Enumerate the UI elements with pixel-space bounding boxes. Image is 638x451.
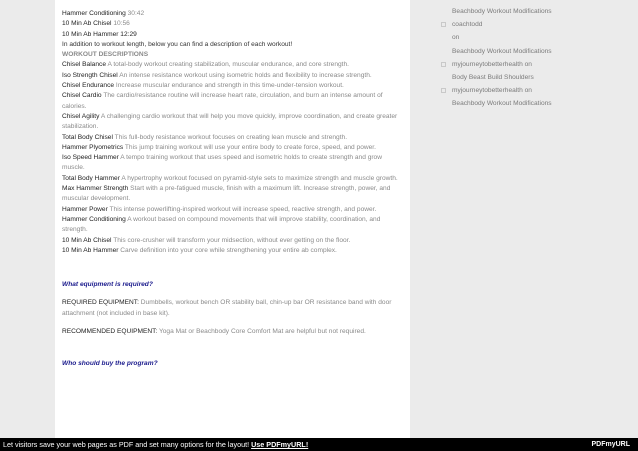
workout-item: Total Body Hammer A hypertrophy workout focused on pyramid-style sets to maximize strength and muscle growth. bbox=[62, 174, 398, 182]
schedule-item: 10 Min Ab Hammer 12:29 bbox=[62, 30, 137, 38]
buyer-heading: Who should buy the program? bbox=[62, 360, 158, 368]
schedule-item: Hammer Conditioning 30:42 bbox=[62, 10, 145, 17]
workout-item: Hammer Conditioning A workout based on compound movements that will improve stability, coordination, and strength. bbox=[62, 215, 381, 234]
pdf-footer-bar bbox=[0, 438, 638, 451]
schedule-list bbox=[62, 9, 402, 40]
workout-list bbox=[62, 60, 402, 256]
equipment-heading: What equipment is required? bbox=[62, 281, 153, 289]
comment-author-icon bbox=[441, 62, 446, 67]
workout-item: 10 Min Ab Hammer Carve definition into your core while strengthening your entire ab complex. bbox=[62, 246, 337, 254]
workout-item: Chisel Agility A challenging cardio workout that will help you move quickly, improve coordination, and create greater stabilization. bbox=[62, 112, 398, 131]
workout-item: Total Body Chisel This full-body resistance workout focuses on creating lean muscle and strength. bbox=[62, 133, 348, 141]
sidebar-comment-author[interactable]: myjourneytobetterhealth on bbox=[441, 58, 631, 71]
footer-cta-link[interactable]: Use PDFmyURL! bbox=[251, 440, 309, 449]
sidebar-link[interactable]: Body Beast Build Shoulders bbox=[452, 74, 534, 82]
comment-author-icon bbox=[441, 22, 446, 27]
workout-item: Chisel Endurance Increase muscular endurance and strength in this time-under-tension workout. bbox=[62, 82, 344, 90]
intro-text: In addition to workout length, below you can find a description of each workout! bbox=[62, 40, 293, 48]
workout-item: Max Hammer Strength Start with a pre-fatigued muscle, finish with a maximum lift. Increase strength, power, and muscular development. bbox=[62, 185, 391, 203]
workout-item: Hammer Plyometrics This jump training workout will use your entire body to create force, speed, and power. bbox=[62, 143, 376, 151]
workout-item: Hammer Power This intense powerlifting-inspired workout will increase speed, reactive strength, and power. bbox=[62, 205, 377, 213]
required-equipment: REQUIRED EQUIPMENT: Dumbbells, workout bench OR stability ball, chin-up bar OR resistance band with door attachment (not included in base kit). bbox=[62, 299, 392, 317]
descriptions-header: WORKOUT DESCRIPTIONS bbox=[62, 51, 149, 59]
sidebar-text: on bbox=[452, 34, 460, 42]
sidebar-comment-author[interactable]: coachtodd bbox=[441, 18, 631, 31]
sidebar-link[interactable]: Beachbody Workout Modifications bbox=[452, 100, 552, 108]
sidebar-comment-author[interactable]: myjourneytobetterhealth on bbox=[441, 84, 631, 97]
workout-item: Chisel Balance A total-body workout creating stabilization, muscular endurance, and core strength. bbox=[62, 61, 349, 69]
schedule-item: 10 Min Ab Chisel 10:56 bbox=[62, 20, 130, 28]
pdfmyurl-logo[interactable]: PDFmyURL bbox=[591, 441, 630, 448]
sidebar-link[interactable]: Beachbody Workout Modifications bbox=[452, 8, 552, 15]
article-content bbox=[62, 9, 402, 370]
recommended-equipment: RECOMMENDED EQUIPMENT: Yoga Mat or Beachbody Core Comfort Mat are helpful but not required. bbox=[62, 328, 366, 336]
article-page bbox=[55, 0, 410, 438]
footer-text: Let visitors save your web pages as PDF and set many options for the layout! bbox=[3, 440, 250, 449]
sidebar-link[interactable]: Beachbody Workout Modifications bbox=[452, 47, 552, 55]
workout-item: Iso Speed Hammer A tempo training workout that uses speed and isometric holds to create strength and grow muscle. bbox=[62, 154, 382, 172]
comment-author-icon bbox=[441, 88, 446, 93]
recent-comments-sidebar bbox=[441, 5, 631, 111]
workout-item: Iso Strength Chisel An intense resistance workout using isometric holds and flexibility to increase strength. bbox=[62, 71, 372, 79]
workout-item: 10 Min Ab Chisel This core-crusher will transform your midsection, without ever getting on the floor. bbox=[62, 236, 351, 244]
workout-item: Chisel Cardio The cardio/resistance routine will increase heart rate, circulation, and burn an intense amount of calories. bbox=[62, 92, 383, 110]
